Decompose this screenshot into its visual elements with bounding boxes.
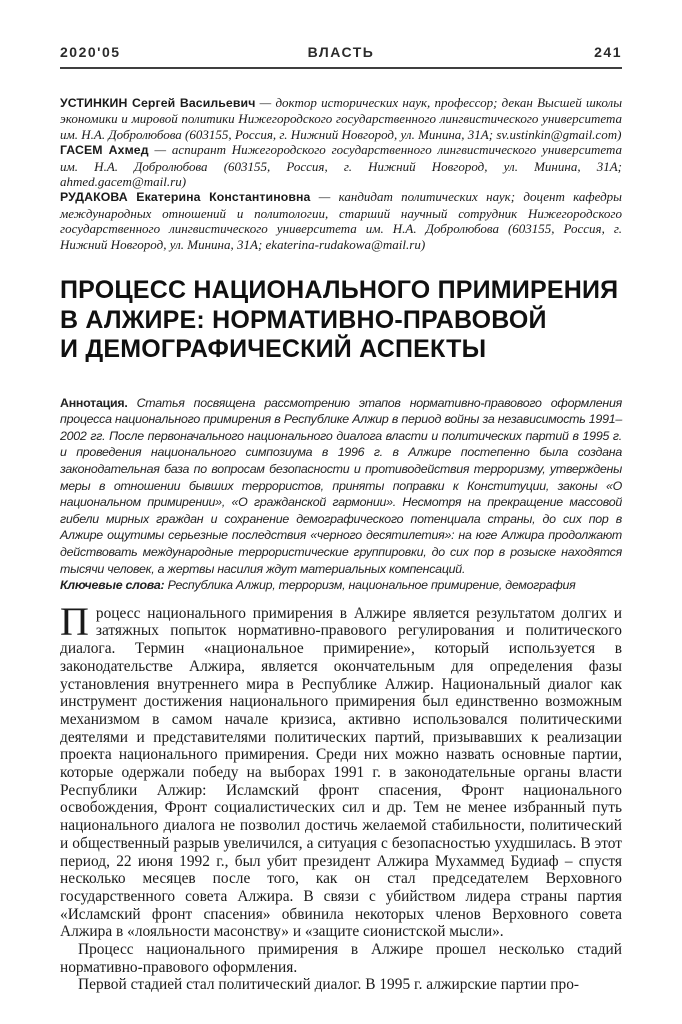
authors-block — [60, 95, 622, 252]
keywords-text: Республика Алжир, терроризм, национальное примирение, демография — [164, 578, 576, 593]
article-body — [60, 598, 622, 994]
header-rule — [60, 67, 622, 69]
abstract-paragraph — [60, 395, 622, 578]
author-entry — [60, 189, 622, 252]
abstract-text-content: Статья посвящена рассмотрению этапов нормативно-правового оформления процесса национального примирения в Республике Алжир в период войны за независимость 1991–2002 гг. После первоначального национального диалога власти и политических партий в 1995 г. и проведения национального симпозиума в 1996 г. в Алжире постепенно была создана законодательная база по вопросам безопасности и противодействия терроризму, утверждены меры в отношении бывших террористов, приняты поправки к Конституции, законы «О национальном примирении», «О гражданской гармонии». Несмотря на прекращение массовой гибели мирных граждан и сохранение демографического потенциала страны, до сих пор в Алжире ощутимы серьезные последствия «черного десятилетия»: на юге Алжира продолжают действовать международные террористические группировки, до сих пор в розыске находятся тысячи человек, а жертвы насилия ждут материальных компенсаций. — [60, 395, 622, 576]
author-description: — аспирант Нижегородского государственного лингвистического университета им. Н.А. Добролюбова (603155, Россия, г. Нижний Новгород, ул. Минина, 31А; ahmed.gacem@mail.ru) — [60, 142, 622, 190]
keywords-label: Ключевые слова: — [60, 578, 165, 593]
page-number: 241 — [594, 44, 622, 60]
article-title-line: ПРОЦЕСС НАЦИОНАЛЬНОГО ПРИМИРЕНИЯ — [60, 276, 619, 305]
article-title — [60, 276, 622, 365]
issue-label: 2020'05 — [60, 44, 121, 60]
article-title-line: И ДЕМОГРАФИЧЕСКИЙ АСПЕКТЫ — [60, 335, 487, 364]
journal-name: ВЛАСТЬ — [307, 44, 375, 60]
article-title-line: В АЛЖИРЕ: НОРМАТИВНО-ПРАВОВОЙ — [60, 305, 547, 334]
body-paragraph-3: Первой стадией стал политический диалог. В 1995 г. алжирские партии про- — [78, 976, 580, 994]
abstract-text — [60, 396, 622, 576]
author-name: РУДАКОВА Екатерина Константиновна — [60, 190, 311, 205]
page-header — [60, 0, 622, 60]
keywords-line — [60, 577, 622, 594]
author-entry — [60, 142, 622, 189]
author-name: ГАСЕМ Ахмед — [60, 143, 149, 158]
drop-cap: П — [60, 598, 89, 644]
author-entry — [60, 95, 622, 142]
author-name: УСТИНКИН Сергей Васильевич — [60, 96, 256, 110]
body-paragraph-1 — [60, 598, 622, 941]
abstract-block — [60, 395, 622, 594]
author-description: — доктор исторических наук, профессор; декан Высшей школы экономики и мировой политики Нижегородского государственного лингвистического университета им. Н.А. Добролюбова (603155, Россия, г. Нижний Новгород, ул. Минина, 31А; sv.ustinkin@gmail.com) — [60, 95, 622, 142]
body-paragraph-1-text: роцесс национального примирения в Алжире является результатом долгих и затяжных попыток нормативно-правового регулирования и политического диалога. Термин «национальное примирение», который используется в законодательстве Алжира, является окончательным для определения фазы установления внутреннего мира в Республике Алжир. Национальный диалог как инструмент достижения национального примирения был единственно возможным механизмом в самом начале кризиса, активно использовался политическими деятелями и представителями политических партий, призывавших к реализации проекта национального примирения. Среди них можно назвать основные партии, которые одержали победу на выборах 1991 г. в законодательные органы власти Республики Алжир: Исламский фронт спасения, Фронт национального освобождения, Фронт социалистических сил и др. Тем не менее избранный путь национального диалога не позволил достичь желаемой стабильности, политический и общественный разрыв увеличился, а ситуация с безопасностью ухудшилась. В этот период, 22 июня 1992 г., был убит президент Алжира Мухаммед Будиаф – спустя несколько месяцев после того, как он стал председателем Верховного государственного совета Алжира. В связи с убийством лидера страны партия «Исламский фронт спасения» обвинила некоторых членов Верховного совета Алжира в «лояльности масонству» и «защите сионистской мысли». — [60, 604, 622, 941]
abstract-label: Аннотация. — [60, 395, 128, 410]
body-paragraph-2: Процесс национального примирения в Алжире прошел несколько стадий нормативно-правового оформления. — [60, 941, 622, 976]
author-description: — кандидат политических наук; доцент кафедры международных отношений и политологии, старший научный сотрудник Нижегородского государственного лингвистического университета им. Н.А. Добролюбова (603155, Россия, г. Нижний Новгород, ул. Минина, 31А; ekaterina-rudakowa@mail.ru) — [60, 189, 622, 252]
